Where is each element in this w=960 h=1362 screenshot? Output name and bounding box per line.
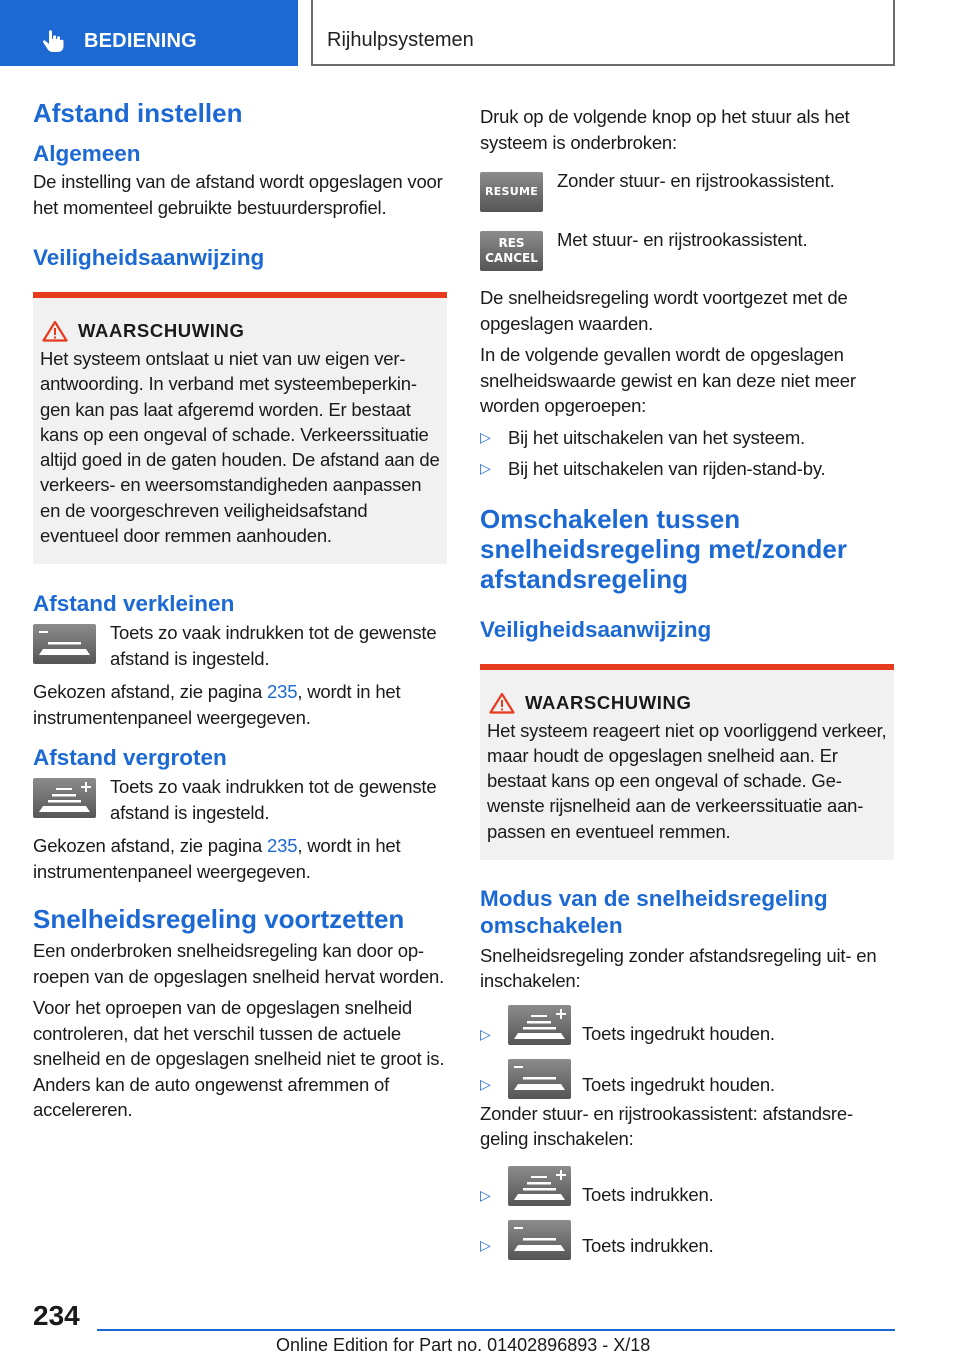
cancel-label: CANCEL — [485, 251, 538, 265]
list-item — [480, 1165, 894, 1208]
distance-increase-button-icon — [508, 1166, 571, 1206]
distance-increase-button-icon — [33, 778, 96, 818]
resume-description: Zonder stuur- en rijstrookassistent. — [557, 170, 835, 191]
resume-row — [480, 172, 894, 212]
paragraph-druk: Druk op de volgende knop op het stuur als het systeem is onderbroken: — [480, 106, 850, 153]
heading-afstand-instellen: Afstand instellen — [33, 98, 243, 128]
chapter-label: Rijhulpsystemen — [327, 29, 474, 51]
warning-box — [480, 664, 894, 860]
section-label: BEDIENING — [84, 30, 197, 52]
bullet-triangle-icon: ▷ — [480, 460, 491, 476]
section-tab — [0, 0, 298, 66]
distance-decrease-button-icon — [508, 1220, 571, 1260]
distance-decrease-button-icon — [33, 624, 96, 664]
heading-algemeen: Algemeen — [33, 141, 141, 166]
warning-box — [33, 292, 447, 564]
paragraph-voortgezet: De snelheidsregeling wordt voortgezet met de opgeslagen waarden. — [480, 287, 848, 334]
bullet-text: Toets indrukken. — [582, 1183, 714, 1205]
bullet-triangle-icon: ▷ — [480, 428, 491, 445]
warning-triangle-icon — [489, 692, 515, 714]
heading-snelheidsregeling-voortzetten: Snelheidsregeling voortzetten — [33, 904, 405, 935]
paragraph-verkleinen — [33, 679, 447, 730]
page-link-235[interactable]: 235 — [267, 835, 298, 857]
bullet-text: Toets ingedrukt houden. — [582, 1074, 775, 1096]
list-item — [480, 1004, 894, 1047]
res-cancel-description: Met stuur- en rijstrookassistent. — [557, 229, 808, 250]
vergroten-row — [33, 778, 447, 825]
paragraph-voortzetten-1: Een onderbroken snelheidsregeling kan door oproepen van de opgeslagen snelheid hervat worden. — [33, 940, 445, 987]
warning-title: WAARSCHUWING — [525, 691, 692, 713]
list-item — [480, 1059, 894, 1099]
warning-text: Het systeem ontslaat u niet van uw eigen verantwoording. In verband met systeembeperkingen kan pas laat afgeremd worden. Er bestaat kans op een ongeval of schade. Verkeerssituatie altijd goed in de gaten houden. De afstand aan de verkeers- en weersomstandigheden aanpassen en de voorgeschreven veiligheidsafstand eventueel door remmen aanhouden. — [40, 348, 440, 547]
paragraph-gevallen: In de volgende gevallen wordt de opgeslagen snelheidswaarde gewist en kan deze niet meer worden opgeroepen: — [480, 344, 856, 416]
text-part: , wordt in het instrumentenpaneel weergegeven. — [33, 681, 401, 728]
footer-divider — [97, 1329, 895, 1331]
bullet-triangle-icon: ▷ — [480, 1186, 491, 1203]
resume-button-label: RESUME — [484, 185, 539, 198]
vergroten-instruction: Toets zo vaak indrukken tot de gewenste afstand is ingesteld. — [110, 776, 437, 823]
bullet-triangle-icon: ▷ — [480, 1076, 491, 1093]
page-header — [0, 0, 960, 66]
warning-triangle-icon — [42, 320, 68, 342]
distance-increase-button-icon — [508, 1005, 571, 1045]
warning-title: WAARSCHUWING — [78, 320, 245, 341]
list-item — [480, 1220, 894, 1260]
bullet-text: Bij het uitschakelen van het systeem. — [508, 426, 805, 448]
heading-veiligheidsaanwijzing: Veiligheidsaanwijzing — [33, 245, 265, 270]
page-link-235[interactable]: 235 — [267, 681, 298, 703]
res-cancel-button-icon — [480, 231, 543, 271]
hand-pointer-icon — [40, 28, 66, 54]
warning-header — [40, 320, 440, 342]
paragraph-algemeen: De instelling van de afstand wordt opgeslagen voor het momenteel gebruikte bestuurdersprofiel. — [33, 171, 443, 218]
heading-omschakelen: Omschakelen tussen snelheidsregeling met/zonder afstandsregeling — [480, 503, 847, 594]
chapter-tab — [311, 0, 895, 66]
distance-decrease-button-icon — [508, 1059, 571, 1099]
bullet-text: Toets indrukken. — [582, 1235, 714, 1257]
footer-edition: Online Edition for Part no. 01402896893 - X/18 — [276, 1335, 651, 1355]
right-column — [480, 104, 894, 1260]
text-part: Gekozen afstand, zie pagina — [33, 681, 268, 703]
heading-afstand-vergroten: Afstand vergroten — [33, 745, 227, 771]
left-column — [33, 98, 447, 1123]
warning-header — [487, 692, 887, 714]
text-part: , wordt in het instrumentenpaneel weergegeven. — [33, 835, 401, 882]
warning-text: Het systeem reageert niet op voorliggend verkeer, maar houdt de opgeslagen snelheid aan. Er bestaat kans op een ongeval of schade. Gewenste rijsnelheid aan de verkeerssituatie aanpassen en eventueel remmen. — [487, 719, 887, 842]
text-part: Gekozen afstand, zie pagina — [33, 835, 268, 857]
verkleinen-row — [33, 624, 447, 671]
heading-modus: Modus van de snelheidsregeling omschakelen — [480, 885, 828, 938]
bullet-text: Toets ingedrukt houden. — [582, 1022, 775, 1044]
heading-afstand-verkleinen: Afstand verkleinen — [33, 591, 235, 617]
verkleinen-instruction: Toets zo vaak indrukken tot de gewenste afstand is ingesteld. — [110, 622, 437, 669]
bullet-triangle-icon: ▷ — [480, 1237, 491, 1254]
list-item — [480, 456, 894, 482]
paragraph-zonder-stuur: Zonder stuur- en rijstrookassistent: afstandsregeling inschakelen: — [480, 1102, 854, 1150]
paragraph-voortzetten-2: Voor het oproepen van de opgeslagen snelheid controleren, dat het verschil tussen de actuele snelheid en de opgeslagen snelheid niet te groot is. Anders kan de auto ongewenst afremmen of accelereren. — [33, 997, 445, 1121]
res-label: RES — [498, 236, 525, 250]
resume-button-icon — [480, 172, 543, 212]
res-cancel-row — [480, 231, 894, 271]
bullet-text: Bij het uitschakelen van rijden-stand-by. — [508, 458, 826, 479]
list-item — [480, 425, 894, 451]
bullet-triangle-icon: ▷ — [480, 1025, 491, 1042]
heading-veiligheidsaanwijzing: Veiligheidsaanwijzing — [480, 616, 712, 642]
page-number: 234 — [33, 1300, 80, 1331]
paragraph-vergroten — [33, 833, 447, 884]
paragraph-modus: Snelheidsregeling zonder afstandsregeling uit- en inschakelen: — [480, 944, 877, 992]
